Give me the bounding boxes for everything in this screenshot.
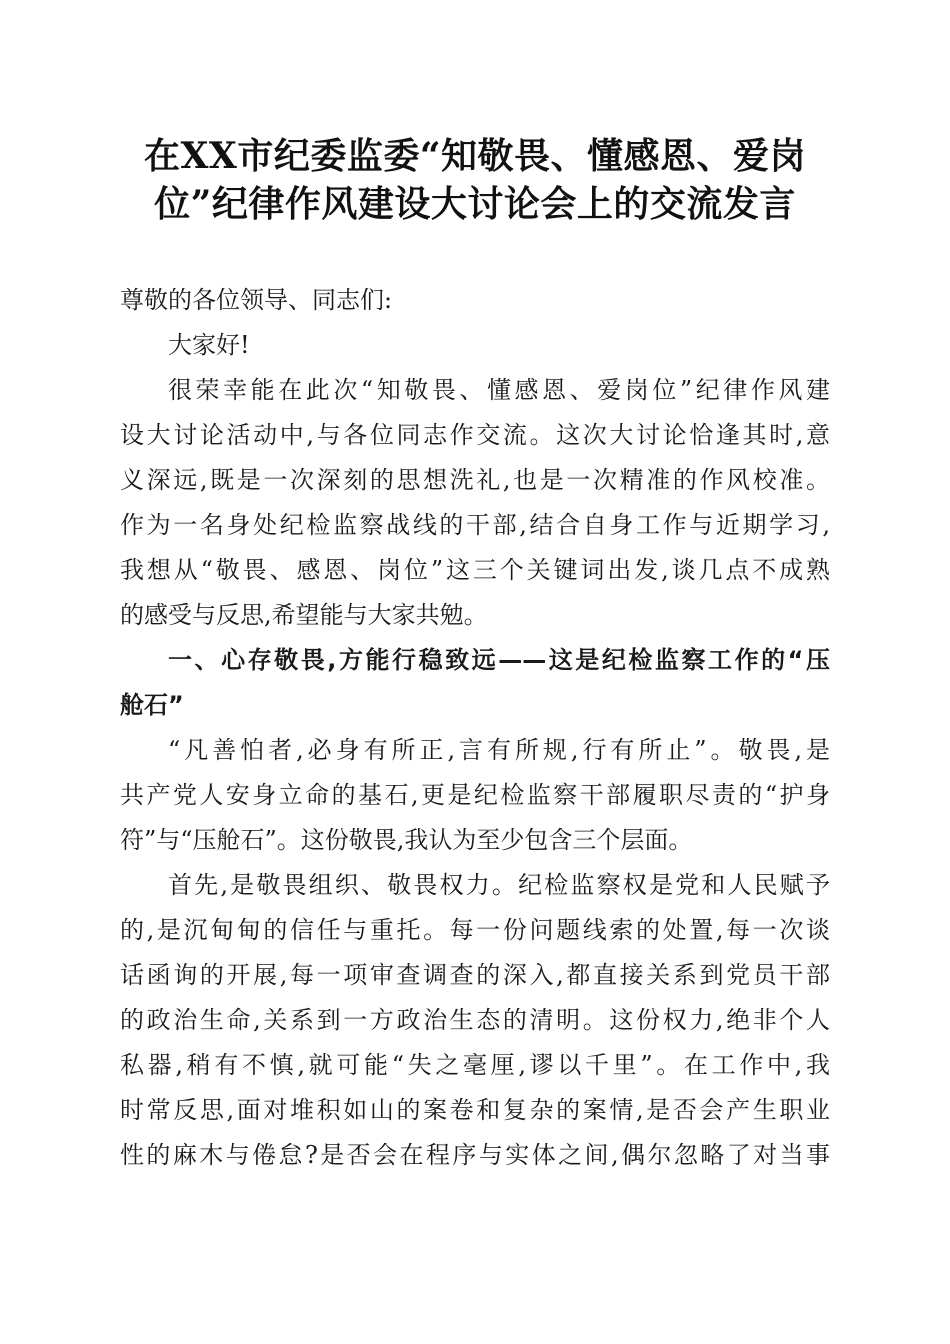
- title-line: 在XX市纪委监委“知敬畏、懂感恩、爱岗: [143, 135, 807, 177]
- heading-line: 舱石”: [120, 691, 184, 719]
- paragraph-line: 义深远,既是一次深刻的思想洗礼,也是一次精准的作风校准。: [120, 466, 830, 494]
- paragraph-line: 的感受与反思,希望能与大家共勉。: [120, 601, 488, 629]
- title-line: 位”纪律作风建设大讨论会上的交流发言: [154, 183, 796, 225]
- paragraph-line: 共产党人安身立命的基石,更是纪检监察干部履职尽责的“护身: [120, 781, 830, 809]
- paragraph-line: 话函询的开展,每一项审查调查的深入,都直接关系到党员干部: [120, 961, 830, 989]
- paragraph-line: 的,是沉甸甸的信任与重托。每一份问题线索的处置,每一次谈: [120, 916, 830, 944]
- salutation: 尊敬的各位领导、同志们:: [120, 286, 393, 314]
- paragraph-line: 设大讨论活动中,与各位同志作交流。这次大讨论恰逢其时,意: [120, 421, 830, 449]
- paragraph-line: 我想从“敬畏、感恩、岗位”这三个关键词出发,谈几点不成熟: [120, 556, 830, 584]
- paragraph-2: [120, 863, 830, 1178]
- paragraph-line: 性的麻木与倦怠?是否会在程序与实体之间,偶尔忽略了对当事: [120, 1141, 830, 1169]
- paragraph-line: 私器,稍有不慎,就可能“失之毫厘,谬以千里”。在工作中,我: [120, 1051, 830, 1079]
- intro-paragraph: [120, 368, 830, 638]
- paragraph-1: [120, 728, 830, 863]
- paragraph-line: 的政治生命,关系到一方政治生态的清明。这份权力,绝非个人: [120, 1006, 830, 1034]
- document-body: [120, 278, 830, 1178]
- document-title: [100, 132, 850, 228]
- section-heading: [120, 638, 830, 728]
- paragraph-line: “凡善怕者,必身有所正,言有所规,行有所止”。敬畏,是: [168, 736, 830, 764]
- paragraph-line: 首先,是敬畏组织、敬畏权力。纪检监察权是党和人民赋予: [168, 871, 830, 899]
- heading-line: 一、心存敬畏,方能行稳致远——这是纪检监察工作的“压: [168, 646, 830, 674]
- paragraph-line: 很荣幸能在此次“知敬畏、懂感恩、爱岗位”纪律作风建: [168, 376, 830, 404]
- paragraph-line: 作为一名身处纪检监察战线的干部,结合自身工作与近期学习,: [120, 511, 830, 539]
- greeting: 大家好!: [168, 331, 250, 359]
- paragraph-line: 时常反思,面对堆积如山的案卷和复杂的案情,是否会产生职业: [120, 1096, 830, 1124]
- paragraph-line: 符”与“压舱石”。这份敬畏,我认为至少包含三个层面。: [120, 826, 693, 854]
